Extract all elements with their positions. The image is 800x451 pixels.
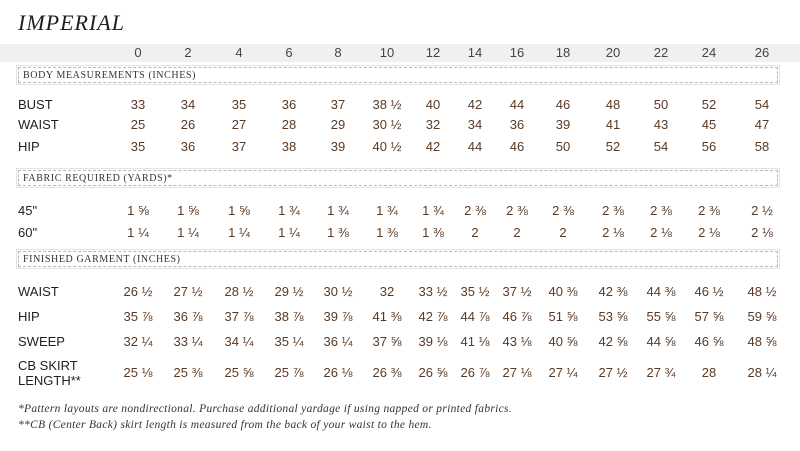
table-cell: 2 ⅛: [698, 225, 720, 240]
table-cell: 28 ½: [224, 284, 254, 299]
table-cell: 44: [509, 97, 525, 112]
table-cell: 46 ½: [694, 284, 724, 299]
row-label: 45": [18, 203, 38, 218]
table-cell: 29: [330, 117, 346, 132]
table-cell: 34: [180, 97, 196, 112]
table-cell: 40 ⅜: [548, 284, 578, 299]
table-cell: 46: [509, 139, 525, 154]
table-cell: 46 ⅝: [694, 334, 724, 349]
table-cell: 35: [130, 139, 146, 154]
table-cell: 1 ¼: [278, 225, 300, 240]
size-header-0: 0: [134, 45, 142, 60]
table-cell: 26 ⅞: [460, 365, 490, 380]
table-cell: 25: [130, 117, 146, 132]
footnote-pattern-layouts: *Pattern layouts are nondirectional. Purchase additional yardage if using napped or printed fabrics.: [18, 403, 513, 415]
table-cell: 28 ¼: [747, 365, 777, 380]
table-cell: 1 ¼: [127, 225, 149, 240]
table-cell: 30 ½: [372, 117, 402, 132]
table-cell: 27 ¼: [548, 365, 578, 380]
table-cell: 39 ⅛: [418, 334, 448, 349]
table-cell: 41: [605, 117, 621, 132]
table-cell: 39: [330, 139, 346, 154]
table-cell: 48: [605, 97, 621, 112]
table-cell: 35: [231, 97, 247, 112]
table-cell: 2: [471, 225, 479, 240]
table-cell: 2 ⅛: [751, 225, 773, 240]
table-cell: 2 ⅜: [506, 203, 528, 218]
table-cell: 36: [180, 139, 196, 154]
table-cell: 1 ⅜: [327, 225, 349, 240]
table-cell: 37: [330, 97, 346, 112]
table-cell: 27: [231, 117, 247, 132]
table-cell: 56: [701, 139, 717, 154]
table-cell: 27 ¾: [646, 365, 676, 380]
table-cell: 46: [555, 97, 571, 112]
table-cell: 38 ⅞: [274, 309, 304, 324]
table-cell: 48 ½: [747, 284, 777, 299]
table-cell: 1 ⅝: [228, 203, 250, 218]
size-header-14: 14: [467, 45, 483, 60]
row-label: WAIST: [18, 284, 59, 299]
table-cell: 42: [425, 139, 441, 154]
table-cell: 41 ⅛: [460, 334, 490, 349]
size-header-22: 22: [653, 45, 669, 60]
table-cell: 32: [379, 284, 395, 299]
size-header-20: 20: [605, 45, 621, 60]
table-cell: 34: [467, 117, 483, 132]
table-cell: 43: [653, 117, 669, 132]
table-cell: 45: [701, 117, 717, 132]
table-cell: 40: [425, 97, 441, 112]
table-cell: 42 ⅜: [598, 284, 628, 299]
table-cell: 44 ⅝: [646, 334, 676, 349]
table-cell: 27 ½: [173, 284, 203, 299]
row-label: WAIST: [18, 117, 59, 132]
table-cell: 1 ¼: [228, 225, 250, 240]
section-heading: FABRIC REQUIRED (YARDS)*: [18, 170, 778, 186]
table-cell: 33 ½: [418, 284, 448, 299]
size-header-4: 4: [235, 45, 243, 60]
table-cell: 26 ½: [123, 284, 153, 299]
table-cell: 48 ⅝: [747, 334, 777, 349]
table-cell: 50: [653, 97, 669, 112]
row-label: BUST: [18, 97, 53, 112]
table-cell: 52: [701, 97, 717, 112]
table-cell: 2: [559, 225, 567, 240]
page-title: IMPERIAL: [18, 10, 125, 35]
table-cell: 26 ⅛: [323, 365, 353, 380]
table-cell: 54: [754, 97, 770, 112]
table-cell: 2: [513, 225, 521, 240]
table-cell: 54: [653, 139, 669, 154]
row-label: HIP: [18, 139, 40, 154]
table-cell: 28: [281, 117, 297, 132]
size-header-26: 26: [754, 45, 770, 60]
table-cell: 44 ⅜: [646, 284, 676, 299]
table-cell: 32: [425, 117, 441, 132]
table-cell: 50: [555, 139, 571, 154]
table-cell: 35 ¼: [274, 334, 304, 349]
table-cell: 28: [701, 365, 717, 380]
table-cell: 36: [281, 97, 297, 112]
table-cell: 1 ⅜: [422, 225, 444, 240]
table-cell: 36 ¼: [323, 334, 353, 349]
table-cell: 32 ¼: [123, 334, 153, 349]
table-cell: 38 ½: [372, 97, 402, 112]
row-label: SWEEP: [18, 334, 65, 349]
table-cell: 26: [180, 117, 196, 132]
table-cell: 42 ⅝: [598, 334, 628, 349]
table-cell: 47: [754, 117, 770, 132]
table-cell: 27 ½: [598, 365, 628, 380]
table-cell: 52: [605, 139, 621, 154]
table-cell: 59 ⅝: [747, 309, 777, 324]
table-cell: 34 ¼: [224, 334, 254, 349]
section-heading: BODY MEASUREMENTS (INCHES): [18, 67, 778, 83]
table-cell: 58: [754, 139, 770, 154]
size-header-18: 18: [555, 45, 571, 60]
table-cell: 2 ⅛: [650, 225, 672, 240]
table-cell: 25 ⅞: [274, 365, 304, 380]
table-cell: 26 ⅜: [372, 365, 402, 380]
table-cell: 1 ⅜: [376, 225, 398, 240]
table-cell: 37 ½: [502, 284, 532, 299]
size-header-2: 2: [184, 45, 192, 60]
table-cell: 42: [467, 97, 483, 112]
table-cell: 2 ⅛: [602, 225, 624, 240]
table-cell: 44 ⅞: [460, 309, 490, 324]
table-cell: 2 ⅜: [698, 203, 720, 218]
table-cell: 53 ⅝: [598, 309, 628, 324]
row-label: CB SKIRT LENGTH**: [18, 358, 81, 388]
table-cell: 1 ¾: [376, 203, 398, 218]
table-cell: 41 ⅜: [372, 309, 402, 324]
table-cell: 37 ⅝: [372, 334, 402, 349]
table-cell: 35 ½: [460, 284, 490, 299]
table-cell: 38: [281, 139, 297, 154]
table-cell: 55 ⅝: [646, 309, 676, 324]
table-cell: 25 ⅝: [224, 365, 254, 380]
table-cell: 39: [555, 117, 571, 132]
table-cell: 25 ⅜: [173, 365, 203, 380]
table-cell: 40 ½: [372, 139, 402, 154]
table-cell: 40 ⅝: [548, 334, 578, 349]
table-cell: 33: [130, 97, 146, 112]
table-cell: 2 ⅜: [552, 203, 574, 218]
table-cell: 26 ⅝: [418, 365, 448, 380]
table-cell: 1 ¾: [327, 203, 349, 218]
table-cell: 39 ⅞: [323, 309, 353, 324]
size-header-24: 24: [701, 45, 717, 60]
table-cell: 29 ½: [274, 284, 304, 299]
row-label: HIP: [18, 309, 40, 324]
table-cell: 27 ⅛: [502, 365, 532, 380]
table-cell: 2 ⅜: [650, 203, 672, 218]
table-cell: 51 ⅝: [548, 309, 578, 324]
table-cell: 2 ½: [751, 203, 773, 218]
row-label: 60": [18, 225, 38, 240]
table-cell: 57 ⅝: [694, 309, 724, 324]
table-cell: 37 ⅞: [224, 309, 254, 324]
table-cell: 1 ¾: [422, 203, 444, 218]
section-heading: FINISHED GARMENT (INCHES): [18, 251, 778, 267]
table-cell: 36 ⅞: [173, 309, 203, 324]
table-cell: 1 ¼: [177, 225, 199, 240]
size-header-10: 10: [379, 45, 395, 60]
table-cell: 44: [467, 139, 483, 154]
table-cell: 42 ⅞: [418, 309, 448, 324]
table-cell: 2 ⅜: [602, 203, 624, 218]
size-header-12: 12: [425, 45, 441, 60]
table-cell: 46 ⅞: [502, 309, 532, 324]
table-cell: 25 ⅛: [123, 365, 153, 380]
table-cell: 35 ⅞: [123, 309, 153, 324]
table-cell: 1 ⅝: [127, 203, 149, 218]
table-cell: 1 ⅝: [177, 203, 199, 218]
size-header-8: 8: [334, 45, 342, 60]
size-header-16: 16: [509, 45, 525, 60]
footnote-cb-skirt-length: **CB (Center Back) skirt length is measured from the back of your waist to the hem.: [18, 419, 432, 431]
table-cell: 30 ½: [323, 284, 353, 299]
size-header-6: 6: [285, 45, 293, 60]
table-cell: 1 ¾: [278, 203, 300, 218]
table-cell: 2 ⅜: [464, 203, 486, 218]
table-cell: 33 ¼: [173, 334, 203, 349]
table-cell: 36: [509, 117, 525, 132]
size-header-row: [0, 44, 800, 62]
table-cell: 37: [231, 139, 247, 154]
table-cell: 43 ⅛: [502, 334, 532, 349]
